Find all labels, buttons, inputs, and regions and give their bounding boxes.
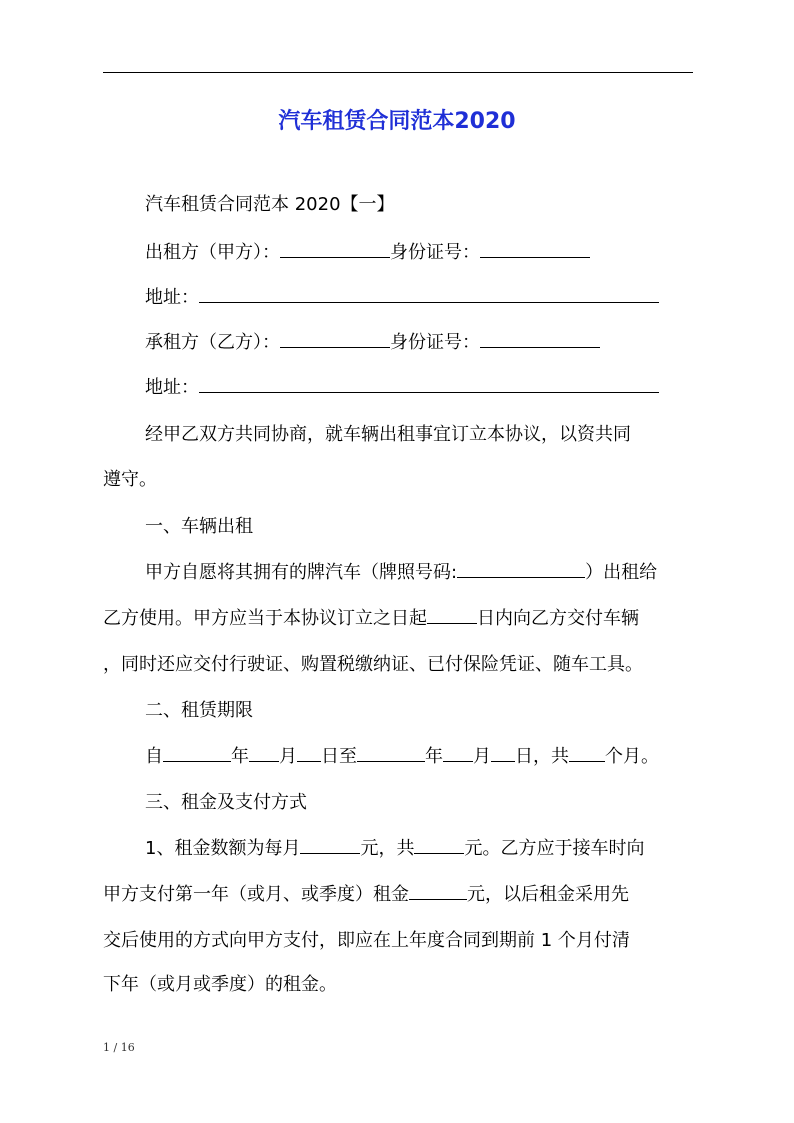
term-line (145, 743, 659, 771)
total-rent-blank[interactable] (414, 835, 464, 854)
page-number: 1 / 16 (103, 1041, 135, 1054)
lessor-address-line (145, 284, 659, 312)
term-month-2: 月 (473, 746, 491, 767)
plate-number-blank[interactable] (457, 559, 585, 578)
section-3-line-4 (103, 971, 337, 999)
section-3-heading (145, 789, 307, 817)
delivery-days-blank[interactable] (427, 605, 477, 624)
s1-text-2b: 日内向乙方交付车辆 (477, 608, 639, 629)
section-2-heading-text: 二、租赁期限 (145, 700, 253, 721)
section-3-heading-text: 三、租金及支付方式 (145, 792, 307, 813)
lessor-label: 出租方（甲方）： (145, 242, 280, 263)
lessor-id-blank[interactable] (480, 239, 590, 258)
term-month-1: 月 (279, 746, 297, 767)
s1-text-2a: 乙方使用。甲方应当于本协议订立之日起 (103, 608, 427, 629)
lessor-line (145, 239, 590, 267)
term-from: 自 (145, 746, 163, 767)
section-1-heading (145, 513, 253, 541)
intro-paragraph-line-1 (145, 421, 631, 449)
first-rent-blank[interactable] (409, 881, 467, 900)
lessor-address-label: 地址： (145, 287, 199, 308)
end-day-blank[interactable] (491, 743, 515, 762)
section-1-line-2 (103, 605, 639, 633)
monthly-rent-blank[interactable] (300, 835, 360, 854)
lessee-line (145, 329, 600, 357)
term-year-1: 年 (231, 746, 249, 767)
intro-text-2: 遵守。 (103, 469, 157, 490)
lessee-id-blank[interactable] (480, 329, 600, 348)
s1-text-3: ，同时还应交付行驶证、购置税缴纳证、已付保险凭证、随车工具。 (103, 654, 643, 675)
s3-text-1a: 1、租金数额为每月 (145, 838, 301, 859)
lessor-id-label: 身份证号： (390, 242, 480, 263)
s1-text-1a: 甲方自愿将其拥有的牌汽车（牌照号码: (145, 562, 458, 583)
start-day-blank[interactable] (297, 743, 321, 762)
s1-text-1b: ）出租给 (585, 562, 658, 583)
lessor-name-blank[interactable] (280, 239, 390, 258)
term-day-total: 日，共 (515, 746, 569, 767)
s3-text-2b: 元，以后租金采用先 (467, 884, 629, 905)
section-3-line-2 (103, 881, 629, 909)
total-months-blank[interactable] (569, 743, 605, 762)
section-2-heading (145, 697, 253, 725)
s3-text-1c: 元。乙方应于接车时向 (464, 838, 645, 859)
intro-paragraph-line-2 (103, 466, 157, 494)
lessee-name-blank[interactable] (280, 329, 390, 348)
section-1-line-1 (145, 559, 657, 587)
term-year-2: 年 (425, 746, 443, 767)
s3-text-3: 交后使用的方式向甲方支付，即应在上年度合同到期前 1 个月付清 (103, 930, 630, 951)
term-months: 个月。 (605, 746, 659, 767)
section-1-heading-text: 一、车辆出租 (145, 516, 253, 537)
lessee-id-label: 身份证号： (390, 332, 480, 353)
header-rule (103, 72, 693, 73)
end-month-blank[interactable] (443, 743, 473, 762)
intro-text-1: 经甲乙双方共同协商，就车辆出租事宜订立本协议，以资共同 (145, 424, 631, 445)
s3-text-1b: 元，共 (360, 838, 415, 859)
lessor-address-blank[interactable] (199, 284, 659, 303)
term-day-to: 日至 (321, 746, 357, 767)
start-year-blank[interactable] (163, 743, 231, 762)
s3-text-2a: 甲方支付第一年（或月、或季度）租金 (103, 884, 409, 905)
subtitle-text: 汽车租赁合同范本 2020【一】 (145, 194, 395, 215)
section-1-line-3 (103, 651, 643, 679)
lessee-label: 承租方（乙方）： (145, 332, 280, 353)
lessee-address-label: 地址： (145, 377, 199, 398)
s3-text-4: 下年（或月或季度）的租金。 (103, 974, 337, 995)
end-year-blank[interactable] (357, 743, 425, 762)
lessee-address-line (145, 374, 659, 402)
document-title: 汽车租赁合同范本2020 (278, 109, 516, 134)
section-3-line-1 (145, 835, 644, 863)
lessee-address-blank[interactable] (199, 374, 659, 393)
section-3-line-3 (103, 927, 630, 955)
contract-subtitle (145, 191, 395, 219)
start-month-blank[interactable] (249, 743, 279, 762)
